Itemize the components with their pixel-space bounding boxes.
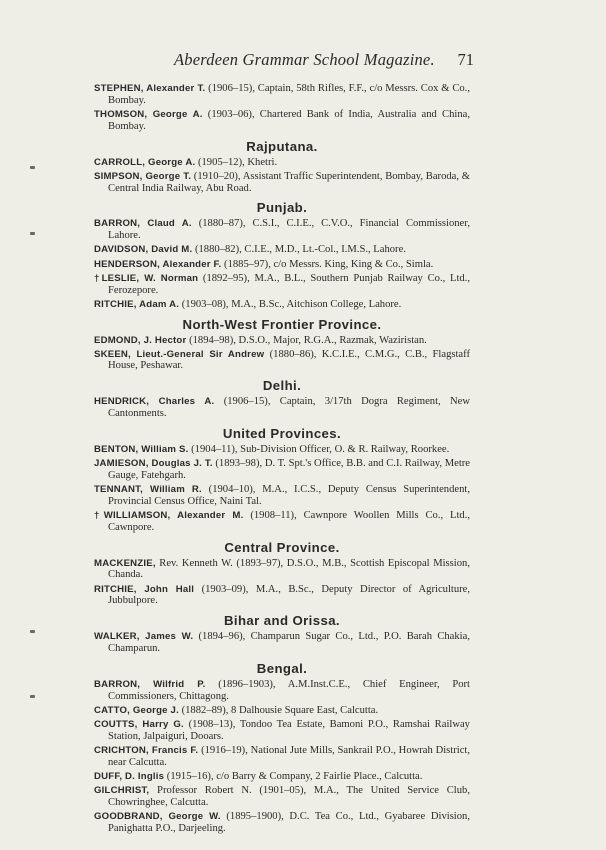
- entry-name: DAVIDSON, David M.: [94, 244, 193, 256]
- entry-details: Professor Robert N. (1901–05), M.A., The United Service Club, Chowringhee, Calcutta.: [108, 785, 470, 808]
- region-heading: Delhi.: [262, 378, 302, 394]
- directory-entry: [94, 157, 470, 169]
- directory-entry: [94, 705, 470, 717]
- directory-entry: [94, 771, 470, 783]
- region-heading: Bengal.: [256, 660, 308, 676]
- directory-entry: [94, 109, 470, 133]
- entry-details: (1908–13), Tondoo Tea Estate, Bamoni P.O., Ramshai Railway Station, Jalpaiguri, Dooars.: [108, 718, 470, 742]
- entry-name: HENDRICK, Charles A.: [94, 396, 215, 408]
- entry-details: Rev. Kenneth W. (1893–97), D.S.O., M.B., Scottish Episcopal Mission, Chanda.: [108, 557, 470, 581]
- directory-entry: [94, 484, 470, 508]
- margin-mark: [30, 630, 35, 633]
- entry-details: (1903–09), M.A., B.Sc., Deputy Director of Agriculture, Jubbulpore.: [108, 583, 471, 607]
- entry-name: WALKER, James W.: [94, 631, 194, 643]
- entry-name: THOMSON, George A.: [94, 108, 203, 120]
- region-heading: Punjab.: [256, 200, 308, 216]
- directory-entry: [94, 349, 470, 373]
- entry-name: GOODBRAND, George W.: [94, 811, 221, 823]
- entry-details: (1915–16), c/o Barry & Company, 2 Fairlie Place., Calcutta.: [164, 770, 423, 782]
- entry-name: BENTON, William S.: [94, 443, 189, 455]
- margin-mark: [30, 695, 35, 698]
- entry-name: JAMIESON, Douglas J. T.: [94, 458, 213, 470]
- directory-entry: [94, 785, 470, 809]
- entry-details: (1882–89), 8 Dalhousie Square East, Calcutta.: [178, 704, 379, 716]
- directory-entry: [94, 396, 470, 420]
- directory-entry: [94, 299, 470, 311]
- entry-name: BARRON, Claud A.: [94, 218, 192, 230]
- entry-name: BARRON, Wilfrid P.: [94, 678, 206, 690]
- entry-name: RITCHIE, John Hall: [94, 583, 195, 595]
- directory-entry: [94, 719, 470, 743]
- directory-entry: [94, 584, 470, 608]
- entry-details: (1916–19), National Jute Mills, Sankrail P.O., Howrah District, near Calcutta.: [108, 744, 470, 768]
- directory-entry: [94, 679, 470, 703]
- entry-name: HENDERSON, Alexander F.: [94, 258, 222, 270]
- entry-name: DUFF, D. Inglis: [94, 770, 165, 782]
- entry-details: (1903–08), M.A., B.Sc., Aitchison College, Lahore.: [179, 298, 402, 310]
- entry-name: GILCHRIST,: [94, 785, 150, 797]
- page-header: [92, 50, 474, 74]
- region-heading: North-West Frontier Province.: [182, 316, 382, 332]
- entry-details: (1908–11), Cawnpore Woollen Mills Co., Ltd., Cawnpore.: [108, 510, 471, 533]
- entry-details: (1894–96), Champarun Sugar Co., Ltd., P.O. Barah Chakia, Champarun.: [108, 631, 470, 654]
- region-heading: Bihar and Orissa.: [223, 613, 340, 629]
- entry-name: †WILLIAMSON, Alexander M.: [94, 510, 244, 522]
- directory-entry: [94, 273, 470, 297]
- entry-name: SIMPSON, George T.: [94, 170, 192, 182]
- margin-mark: [30, 166, 35, 169]
- directory-entry: [94, 811, 470, 835]
- entry-name: SKEEN, Lieut.-General Sir Andrew: [94, 348, 265, 360]
- entry-details: (1904–10), M.A., I.C.S., Deputy Census Superintendent, Provincial Census Office, Naini Tal.: [108, 484, 470, 507]
- entry-name: COUTTS, Harry G.: [94, 718, 184, 730]
- entry-name: RITCHIE, Adam A.: [94, 298, 180, 310]
- entry-name: STEPHEN, Alexander T.: [94, 83, 206, 94]
- entry-name: EDMOND, J. Hector: [94, 334, 187, 346]
- entry-name: MACKENZIE,: [94, 557, 156, 569]
- entry-details: (1910–20), Assistant Traffic Superintendent, Bombay, Baroda, & Central India Railway, Abu Road.: [108, 170, 470, 194]
- directory-entry: [94, 510, 470, 534]
- entry-details: (1892–95), M.A., B.L., Southern Punjab Railway Co., Ltd., Ferozepore.: [108, 272, 470, 296]
- entry-details: (1906–15), Captain, 58th Rifles, F.F., c/o Messrs. Cox & Co., Bombay.: [108, 83, 470, 106]
- region-heading: United Provinces.: [222, 425, 342, 441]
- directory-entry: [94, 745, 470, 769]
- entry-details: (1905–12), Khetri.: [195, 156, 278, 168]
- entry-details: (1906–15), Captain, 3/17th Dogra Regiment, New Cantonments.: [108, 396, 471, 420]
- directory-entry: [94, 558, 470, 582]
- entry-details: (1904–11), Sub-Division Officer, O. & R. Railway, Roorkee.: [188, 443, 450, 455]
- region-heading: Central Province.: [224, 539, 340, 555]
- entry-name: CATTO, George J.: [94, 704, 179, 716]
- directory-entry: [94, 259, 470, 271]
- entry-name: TENNANT, William R.: [94, 484, 202, 496]
- directory-listing: [94, 83, 470, 837]
- entry-details: (1880–87), C.S.I., C.I.E., C.V.O., Financial Commissioner, Lahore.: [108, 218, 470, 242]
- directory-entry: [94, 444, 470, 456]
- entry-details: (1880–82), C.I.E., M.D., Lt.-Col., I.M.S., Lahore.: [192, 244, 406, 256]
- entry-details: (1896–1903), A.M.Inst.C.E., Chief Engineer, Port Commissioners, Chittagong.: [108, 678, 470, 702]
- page-number: 71: [457, 50, 474, 69]
- directory-entry: [94, 458, 470, 482]
- entry-details: (1903–06), Chartered Bank of India, Australia and China, Bombay.: [108, 108, 470, 132]
- entry-details: (1880–86), K.C.I.E., C.M.G., C.B., Flagstaff House, Peshawar.: [108, 348, 470, 372]
- entry-details: (1895–1900), D.C. Tea Co., Ltd., Gyabaree Division, Panighatta P.O., Darjeeling.: [108, 811, 470, 834]
- directory-entry: [94, 631, 470, 655]
- directory-entry: [94, 335, 470, 347]
- entry-details: (1894–98), D.S.O., Major, R.G.A., Razmak, Waziristan.: [186, 334, 427, 346]
- entry-name: †LESLIE, W. Norman: [94, 272, 199, 284]
- running-title: Aberdeen Grammar School Magazine.: [174, 50, 435, 69]
- entry-details: (1893–98), D. T. Spt.'s Office, B.B. and C.I. Railway, Metre Gauge, Fatehgarh.: [108, 458, 471, 481]
- directory-entry: [94, 83, 470, 107]
- entry-name: CRICHTON, Francis F.: [94, 744, 199, 756]
- directory-entry: [94, 244, 470, 256]
- margin-mark: [30, 232, 35, 235]
- directory-entry: [94, 218, 470, 242]
- entry-details: (1885–97), c/o Messrs. King, King & Co., Simla.: [221, 258, 434, 270]
- directory-entry: [94, 171, 470, 195]
- entry-name: CARROLL, George A.: [94, 156, 196, 168]
- region-heading: Rajputana.: [246, 138, 318, 154]
